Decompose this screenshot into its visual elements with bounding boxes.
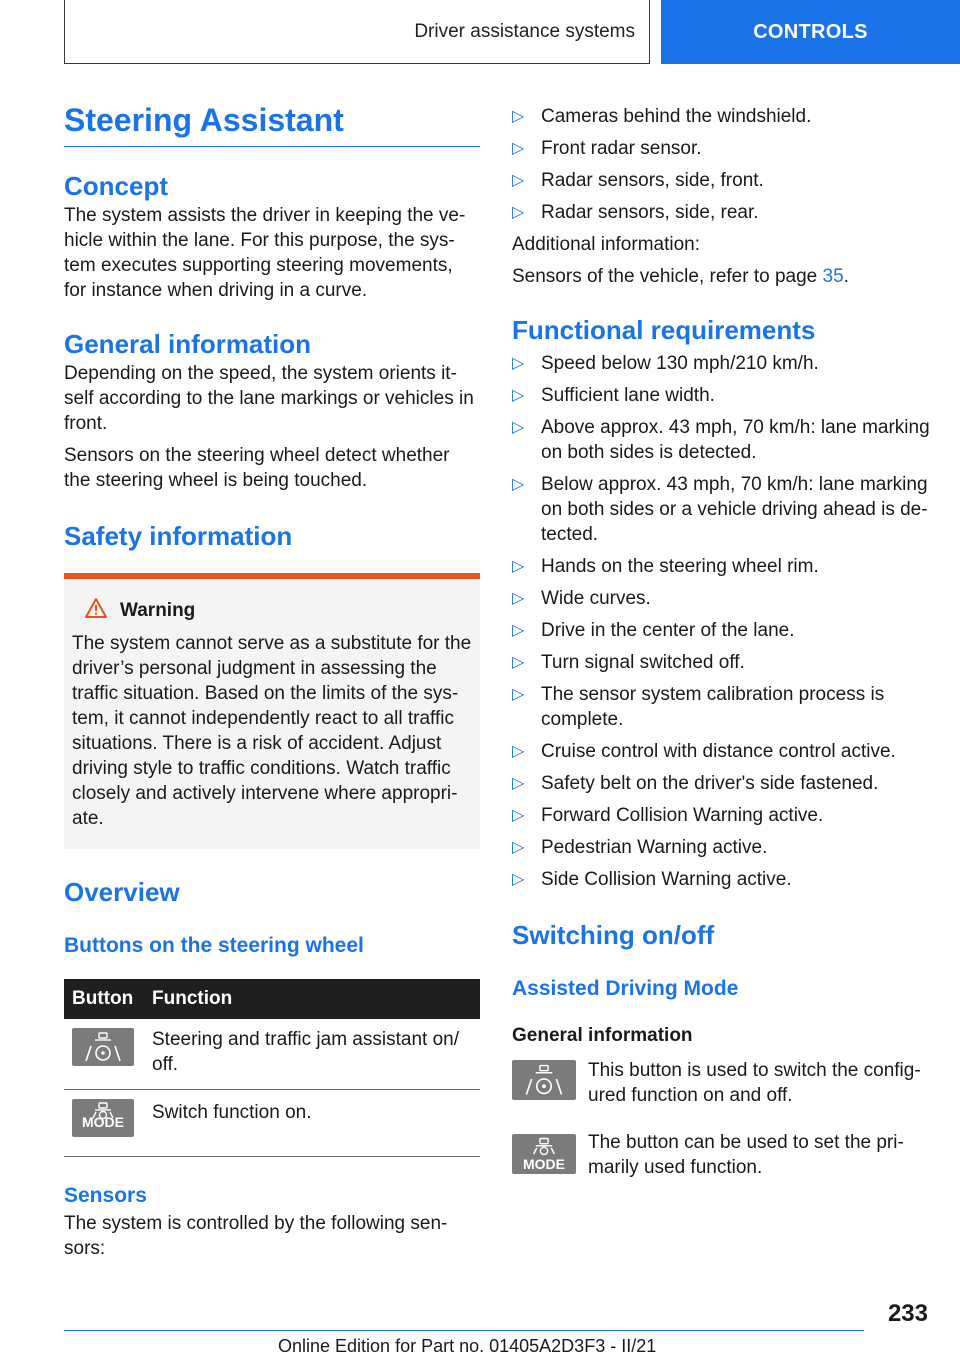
- list-item: ▷ The sensor system calibration process is complete.: [512, 684, 885, 730]
- triangle-bullet-icon: ▷: [512, 419, 525, 436]
- buttons-table: [64, 979, 480, 1157]
- requirements-list: [512, 351, 930, 892]
- header-section-title: [64, 0, 650, 64]
- list-item: ▷ Speed below 130 mph/210 km/h.: [512, 353, 819, 374]
- left-column: [64, 100, 480, 1261]
- mode-icon-label: MODE: [523, 1156, 565, 1172]
- sensors-text: The system is controlled by the following sensors:: [64, 1213, 448, 1259]
- warning-label: Warning: [120, 600, 196, 621]
- triangle-bullet-icon: ▷: [512, 686, 525, 703]
- table-cell-function: Switch function on.: [144, 1090, 480, 1157]
- general-text-2: Sensors on the steering wheel detect whether the steering wheel is being touched.: [64, 445, 450, 491]
- warning-box: [64, 573, 480, 849]
- button-text-2: The button can be used to set the primarily used function.: [588, 1132, 904, 1178]
- list-item: ▷ Cameras behind the windshield.: [512, 106, 812, 127]
- list-item: ▷ Pedestrian Warning active.: [512, 837, 768, 858]
- triangle-bullet-icon: ▷: [512, 590, 525, 607]
- list-item: ▷ Forward Collision Warning active.: [512, 805, 824, 826]
- list-item: ▷ Turn signal switched off.: [512, 652, 745, 673]
- safety-information-heading: Safety information: [64, 521, 293, 551]
- triangle-bullet-icon: ▷: [512, 839, 525, 856]
- steering-assistant-button-icon: [512, 1060, 576, 1100]
- list-item: ▷ Below approx. 43 mph, 70 km/h: lane marking on both sides or a vehicle driving ahead is detected.: [512, 474, 928, 545]
- triangle-bullet-icon: ▷: [512, 871, 525, 888]
- mode-button-icon: [72, 1099, 134, 1137]
- button-description-2: [512, 1130, 930, 1180]
- footer-edition: Online Edition for Part no. 01405A2D3F3 - II/21: [278, 1336, 657, 1356]
- triangle-bullet-icon: ▷: [512, 108, 525, 125]
- buttons-heading: Buttons on the steering wheel: [64, 934, 364, 957]
- triangle-bullet-icon: ▷: [512, 558, 525, 575]
- chapter-title: CONTROLS: [753, 20, 868, 43]
- assisted-driving-mode-heading: Assisted Driving Mode: [512, 977, 739, 1000]
- triangle-bullet-icon: ▷: [512, 654, 525, 671]
- button-description-1: [512, 1058, 930, 1108]
- sensors-heading: Sensors: [64, 1184, 147, 1207]
- page-number: 233: [887, 1300, 928, 1327]
- right-column: [512, 104, 930, 1180]
- list-item: ▷ Radar sensors, side, front.: [512, 170, 764, 191]
- button-text-1: This button is used to switch the configured function on and off.: [588, 1060, 921, 1106]
- list-item: ▷ Safety belt on the driver's side fastened.: [512, 773, 879, 794]
- triangle-bullet-icon: ▷: [512, 743, 525, 760]
- triangle-bullet-icon: ▷: [512, 775, 525, 792]
- triangle-bullet-icon: ▷: [512, 172, 525, 189]
- triangle-bullet-icon: ▷: [512, 355, 525, 372]
- table-row: [64, 1090, 480, 1157]
- additional-info-label: Additional information:: [512, 234, 700, 255]
- sensor-list: [512, 104, 930, 225]
- list-item: ▷ Above approx. 43 mph, 70 km/h: lane marking on both sides is detected.: [512, 417, 930, 463]
- triangle-bullet-icon: ▷: [512, 476, 525, 493]
- table-header-row: [64, 979, 480, 1019]
- triangle-bullet-icon: ▷: [512, 807, 525, 824]
- general-information-heading: General information: [64, 329, 312, 359]
- overview-heading: Overview: [64, 877, 180, 907]
- switching-heading: Switching on/off: [512, 920, 715, 950]
- steering-assistant-button-icon: [72, 1028, 134, 1066]
- list-item: ▷ Wide curves.: [512, 588, 651, 609]
- triangle-bullet-icon: ▷: [512, 204, 525, 221]
- list-item: ▷ Hands on the steering wheel rim.: [512, 556, 819, 577]
- list-item: ▷ Front radar sensor.: [512, 138, 702, 159]
- mode-button-icon: [512, 1134, 576, 1174]
- general-information-subheading: General information: [512, 1025, 693, 1046]
- list-item: ▷ Cruise control with distance control active.: [512, 741, 896, 762]
- functional-requirements-heading: Functional requirements: [512, 315, 816, 345]
- header-chapter-tab[interactable]: [661, 0, 960, 64]
- table-cell-function: Steering and traffic jam assistant on/ off.: [144, 1019, 480, 1090]
- concept-text: The system assists the driver in keeping the vehicle within the lane. For this purpose, the system executes supporting steering movements, for instance when driving in a curve.: [64, 205, 466, 301]
- general-text-1: Depending on the speed, the system orients itself according to the lane markings or vehicles in front.: [64, 363, 474, 434]
- list-item: ▷ Radar sensors, side, rear.: [512, 202, 759, 223]
- mode-icon-label: MODE: [82, 1114, 124, 1130]
- footer-divider: [64, 1330, 864, 1331]
- list-item: ▷ Sufficient lane width.: [512, 385, 715, 406]
- triangle-bullet-icon: ▷: [512, 140, 525, 157]
- section-title: Driver assistance systems: [414, 20, 635, 42]
- triangle-bullet-icon: ▷: [512, 387, 525, 404]
- triangle-bullet-icon: ▷: [512, 622, 525, 639]
- list-item: ▷ Drive in the center of the lane.: [512, 620, 795, 641]
- table-row: [64, 1019, 480, 1090]
- page-title: Steering Assistant: [64, 100, 480, 147]
- list-item: ▷ Side Collision Warning active.: [512, 869, 792, 890]
- table-header-function: Function: [144, 979, 480, 1019]
- table-header-button: Button: [64, 979, 144, 1019]
- warning-triangle-icon: [84, 597, 108, 625]
- concept-heading: Concept: [64, 171, 168, 201]
- warning-text: The system cannot serve as a substitute for the driver’s personal judgment in assessing the traffic situation. Based on the limits of the system, it cannot independently react to all traffic situations. There is a risk of accident. Adjust driving style to traffic conditions. Watch traffic closely and actively intervene where appropriate.: [72, 633, 472, 829]
- warning-header: [72, 597, 472, 625]
- page-reference-link[interactable]: 35: [822, 266, 844, 287]
- page-reference: Sensors of the vehicle, refer to page 35.: [512, 266, 849, 287]
